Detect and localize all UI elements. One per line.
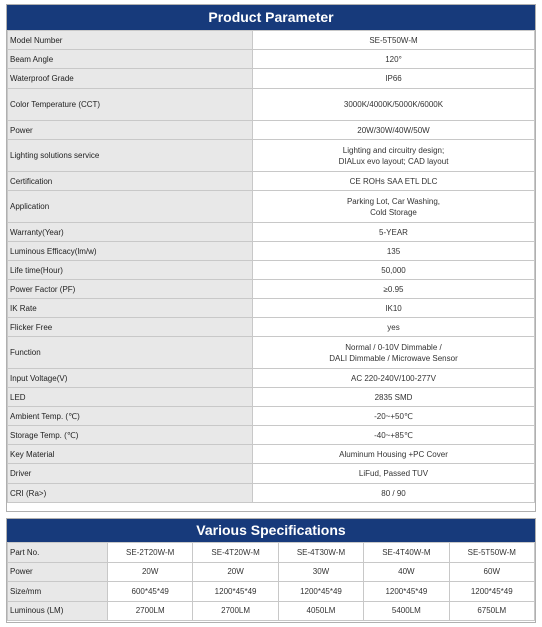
parameter-value-line: ≥0.95 xyxy=(383,284,404,294)
parameter-label: Model Number xyxy=(8,31,253,50)
parameter-value xyxy=(253,191,535,223)
table-row xyxy=(8,89,535,121)
parameter-value xyxy=(253,369,535,388)
spec-value: 20W xyxy=(108,562,193,582)
parameter-value-line: DALI Dimmable / Microwave Sensor xyxy=(329,353,458,363)
product-parameter-panel xyxy=(6,4,536,512)
table-row xyxy=(8,318,535,337)
table-row xyxy=(8,388,535,407)
parameter-value xyxy=(253,172,535,191)
spec-value: 40W xyxy=(364,562,449,582)
table-row xyxy=(8,140,535,172)
parameter-value-line: Normal / 0-10V Dimmable / xyxy=(345,342,442,352)
parameter-value xyxy=(253,140,535,172)
parameter-value-line: AC 220-240V/100-277V xyxy=(351,373,436,383)
spec-value: SE-4T40W-M xyxy=(364,543,449,563)
parameter-value xyxy=(253,318,535,337)
spec-label: Size/mm xyxy=(8,582,108,602)
spec-value: 1200*45*49 xyxy=(449,582,534,602)
parameter-label: Ambient Temp. (℃) xyxy=(8,407,253,426)
parameter-value-line: Aluminum Housing +PC Cover xyxy=(339,449,448,459)
spec-value: 1200*45*49 xyxy=(278,582,363,602)
parameter-label: Storage Temp. (℃) xyxy=(8,426,253,445)
various-specifications-title: Various Specifications xyxy=(7,519,535,542)
spec-value: SE-4T20W-M xyxy=(193,543,278,563)
spec-value: 4050LM xyxy=(278,601,363,621)
parameter-value-line: -40~+85℃ xyxy=(374,430,413,440)
parameter-value-line: yes xyxy=(387,322,400,332)
parameter-label: Warranty(Year) xyxy=(8,223,253,242)
parameter-value-line: 20W/30W/40W/50W xyxy=(357,125,430,135)
table-row xyxy=(8,464,535,484)
table-row xyxy=(8,242,535,261)
parameter-label: Life time(Hour) xyxy=(8,261,253,280)
parameter-value xyxy=(253,464,535,484)
parameter-value-line: Cold Storage xyxy=(370,207,417,217)
parameter-label: IK Rate xyxy=(8,299,253,318)
table-row xyxy=(8,172,535,191)
table-row xyxy=(8,426,535,445)
spec-value: 1200*45*49 xyxy=(364,582,449,602)
parameter-value-line: DIALux evo layout; CAD layout xyxy=(338,156,449,166)
spec-value: 20W xyxy=(193,562,278,582)
parameter-label: LED xyxy=(8,388,253,407)
table-row xyxy=(8,69,535,89)
table-row xyxy=(8,543,535,563)
parameter-value-line: 135 xyxy=(386,246,401,256)
parameter-value xyxy=(253,280,535,299)
parameter-label: Key Material xyxy=(8,445,253,464)
parameter-value-line: CE ROHs SAA ETL DLC xyxy=(349,176,438,186)
parameter-label: Input Voltage(V) xyxy=(8,369,253,388)
parameter-label: Luminous Efficacy(lm/w) xyxy=(8,242,253,261)
table-row xyxy=(8,601,535,621)
parameter-value-line: LiFud, Passed TUV xyxy=(358,469,429,478)
table-row xyxy=(8,280,535,299)
spec-value: 600*45*49 xyxy=(108,582,193,602)
spec-value: 30W xyxy=(278,562,363,582)
parameter-value xyxy=(253,445,535,464)
product-parameter-title: Product Parameter xyxy=(7,5,535,30)
table-row xyxy=(8,31,535,50)
various-specifications-table xyxy=(7,542,535,621)
parameter-value-line: IK10 xyxy=(385,303,402,313)
parameter-value-line: SE-5T50W-M xyxy=(369,35,418,45)
parameter-value-line: IP66 xyxy=(385,74,402,83)
spec-value: SE-5T50W-M xyxy=(449,543,534,563)
parameter-value xyxy=(253,484,535,503)
spec-value: 2700LM xyxy=(108,601,193,621)
parameter-value xyxy=(253,223,535,242)
table-row xyxy=(8,484,535,503)
parameter-value xyxy=(253,407,535,426)
spec-value: SE-2T20W-M xyxy=(108,543,193,563)
spec-value: SE-4T30W-M xyxy=(278,543,363,563)
parameter-value xyxy=(253,426,535,445)
parameter-value xyxy=(253,388,535,407)
parameter-label: Flicker Free xyxy=(8,318,253,337)
parameter-label: Power Factor (PF) xyxy=(8,280,253,299)
parameter-value-line: 2835 SMD xyxy=(374,392,413,402)
parameter-value-line: 50,000 xyxy=(381,265,406,275)
table-row xyxy=(8,191,535,223)
parameter-value xyxy=(253,242,535,261)
table-row xyxy=(8,582,535,602)
parameter-value xyxy=(253,261,535,280)
table-row xyxy=(8,261,535,280)
table-row xyxy=(8,337,535,369)
parameter-label: CRI (Ra>) xyxy=(8,484,253,503)
parameter-label: Certification xyxy=(8,172,253,191)
parameter-value xyxy=(253,89,535,121)
table-row xyxy=(8,121,535,140)
spec-value: 6750LM xyxy=(449,601,534,621)
parameter-label: Color Temperature (CCT) xyxy=(8,89,253,121)
spec-label: Power xyxy=(8,562,108,582)
parameter-label: Power xyxy=(8,121,253,140)
table-row xyxy=(8,223,535,242)
table-row xyxy=(8,445,535,464)
parameter-label: Application xyxy=(8,191,253,223)
table-row xyxy=(8,50,535,69)
parameter-value-line: 5-YEAR xyxy=(379,227,408,237)
spec-value: 5400LM xyxy=(364,601,449,621)
spec-label: Luminous (LM) xyxy=(8,601,108,621)
product-parameter-table xyxy=(7,30,535,503)
parameter-label: Driver xyxy=(8,464,253,484)
parameter-value xyxy=(253,337,535,369)
table-row xyxy=(8,299,535,318)
parameter-value-line: Parking Lot, Car Washing, xyxy=(346,196,441,206)
parameter-value-line: 120° xyxy=(385,54,402,64)
table-row xyxy=(8,369,535,388)
parameter-label: Waterproof Grade xyxy=(8,69,253,89)
parameter-value xyxy=(253,121,535,140)
parameter-value-line: Lighting and circuitry design; xyxy=(342,145,445,155)
parameter-value xyxy=(253,299,535,318)
spec-value: 2700LM xyxy=(193,601,278,621)
table-row xyxy=(8,562,535,582)
spec-value: 1200*45*49 xyxy=(193,582,278,602)
parameter-value-line: 80 / 90 xyxy=(381,488,406,498)
table-row xyxy=(8,407,535,426)
parameter-value xyxy=(253,31,535,50)
various-specifications-panel xyxy=(6,518,536,623)
parameter-label: Beam Angle xyxy=(8,50,253,69)
spec-value: 60W xyxy=(449,562,534,582)
spec-label: Part No. xyxy=(8,543,108,563)
parameter-value-line: 3000K/4000K/5000K/6000K xyxy=(343,100,444,109)
parameter-value xyxy=(253,50,535,69)
parameter-value-line: -20~+50℃ xyxy=(374,411,413,421)
parameter-value xyxy=(253,69,535,89)
parameter-label: Function xyxy=(8,337,253,369)
parameter-label: Lighting solutions service xyxy=(8,140,253,172)
